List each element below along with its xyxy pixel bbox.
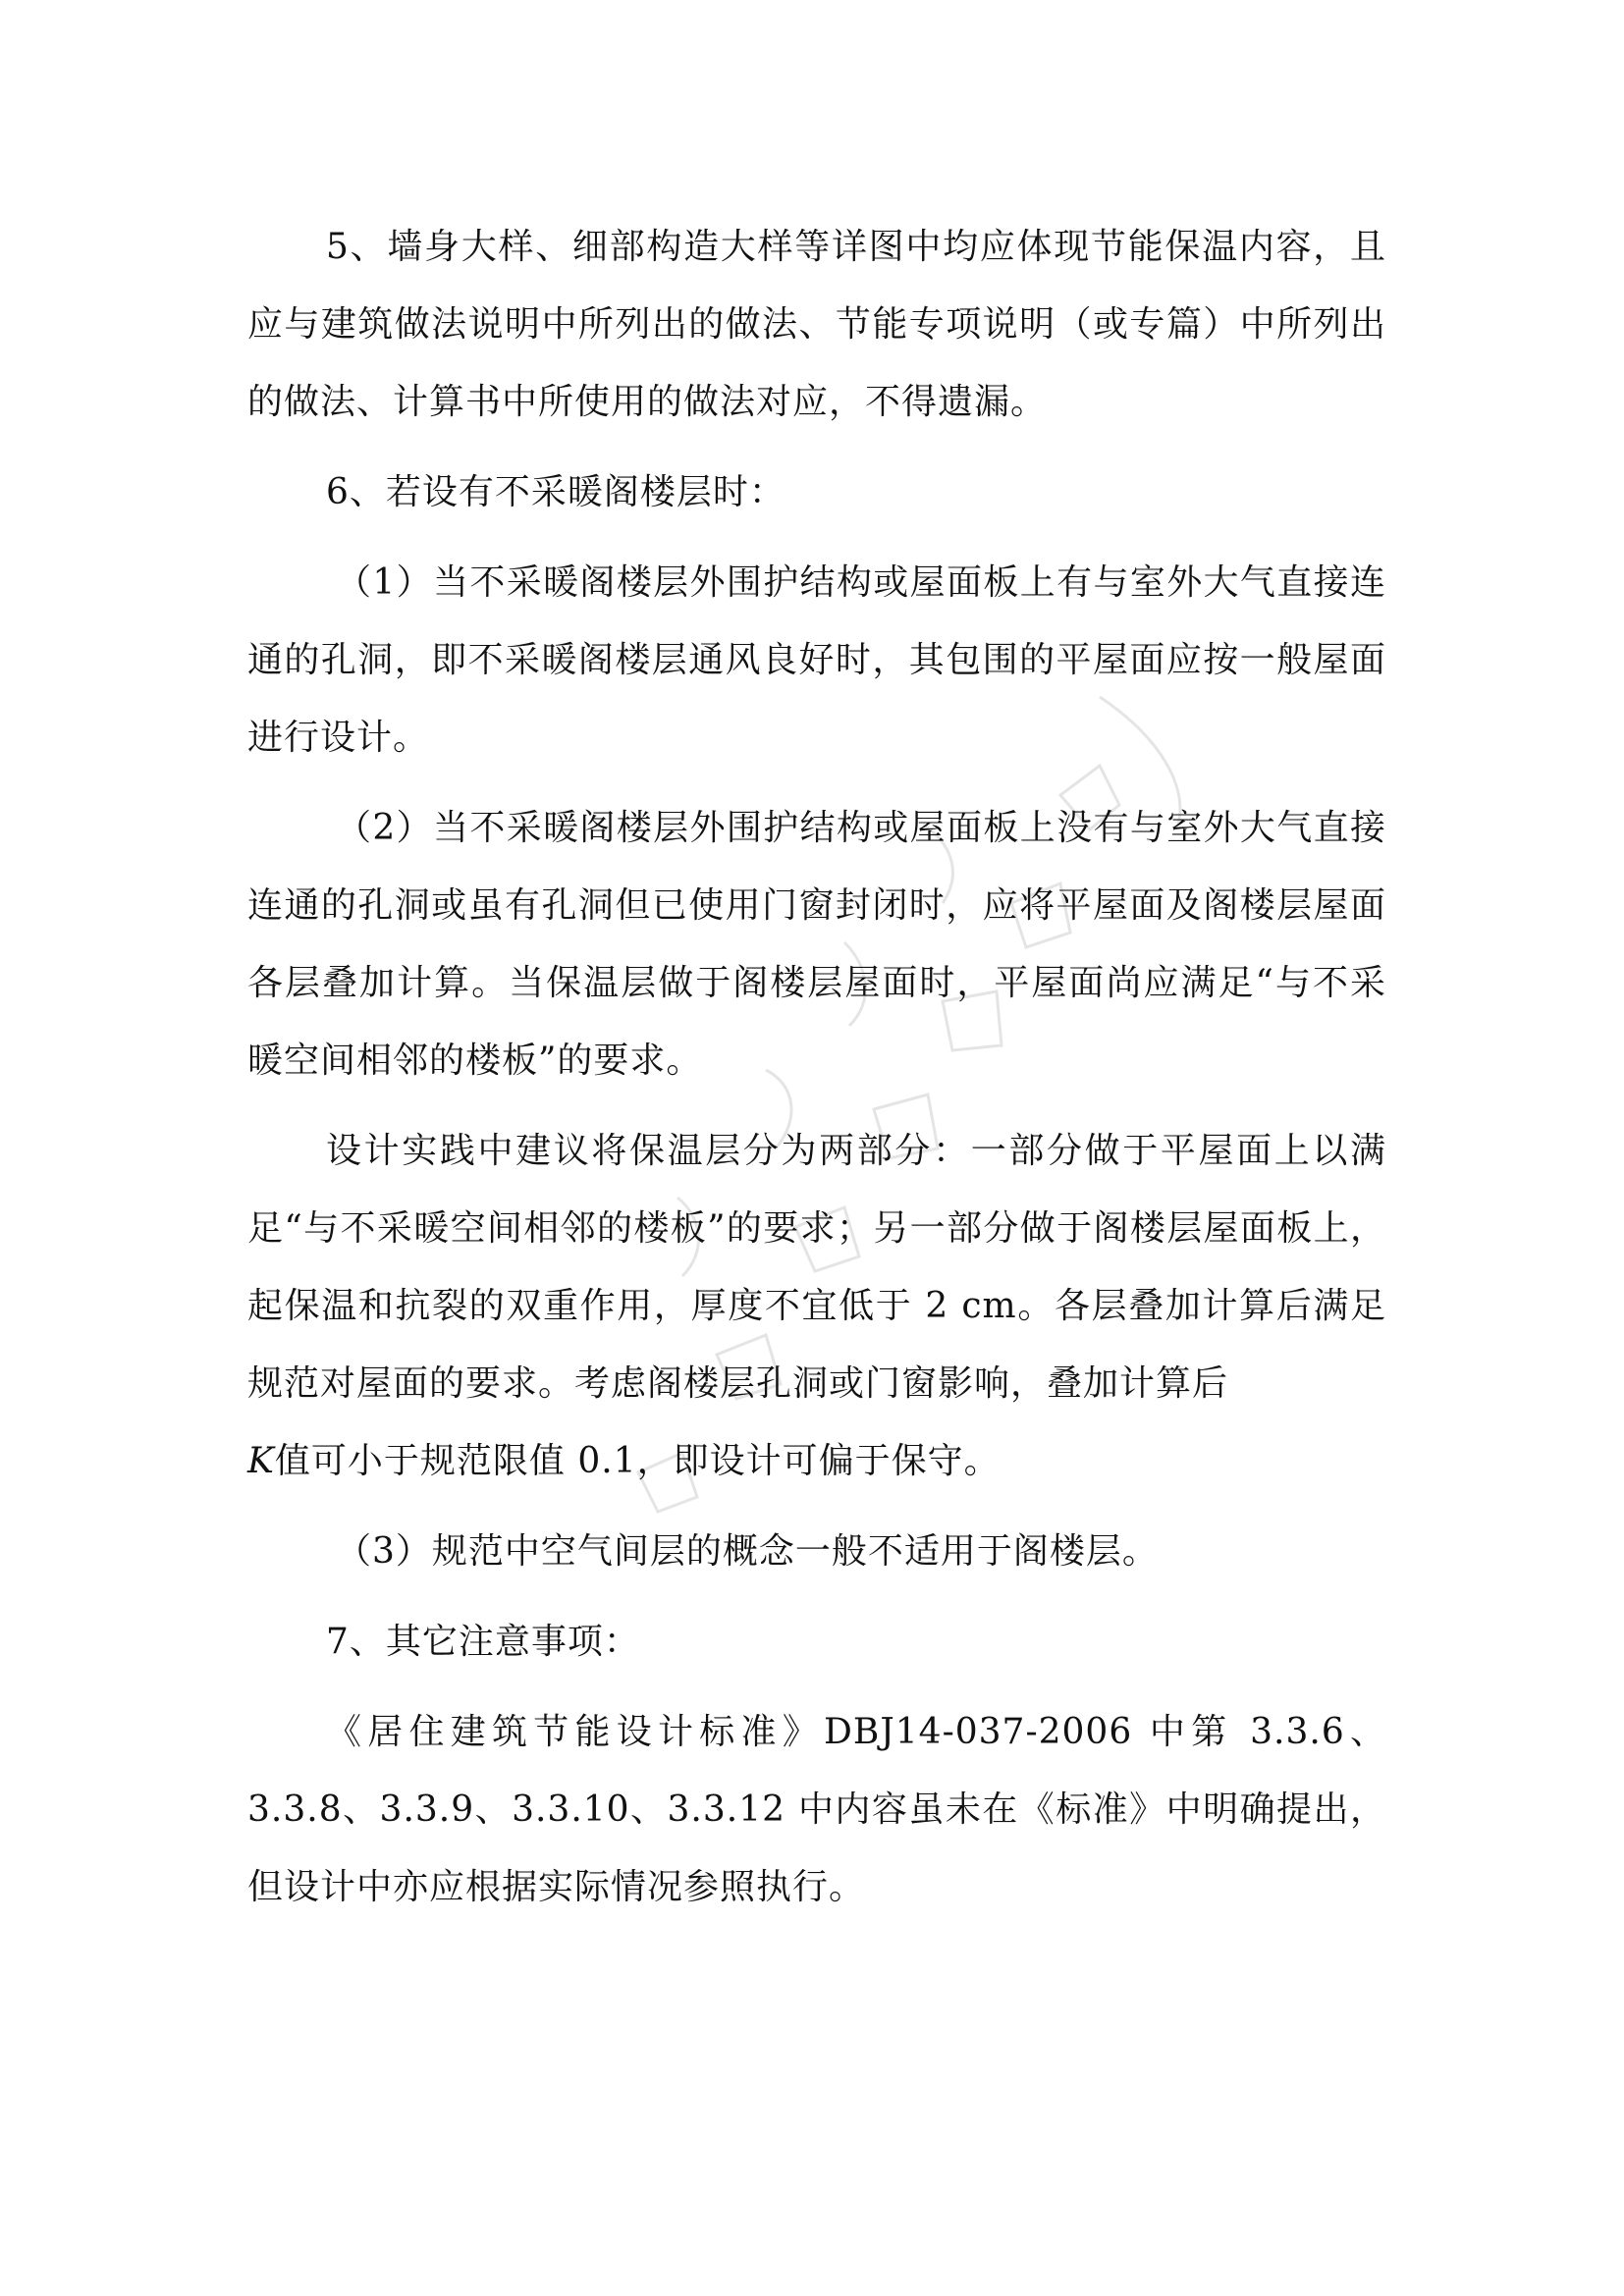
paragraph-design-practice-prefix: 设计实践中建议将保温层分为两部分：一部分做于平屋面上以满足“与不采暖空间相邻的楼板”的要求；另一部分做于阁楼层屋面板上，起保温和抗裂的双重作用，厚度不宜低于 2 cm。各层叠加计算后满足规范对屋面的要求。考虑阁楼层孔洞或门窗影响，叠加计算后 (247, 1131, 1386, 1404)
paragraph-6-1: （1）当不采暖阁楼层外围护结构或屋面板上有与室外大气直接连通的孔洞，即不采暖阁楼层通风良好时，其包围的平屋面应按一般屋面进行设计。 (247, 562, 1386, 758)
paragraph-design-practice-suffix: 值可小于规范限值 0.1，即设计可偏于保守。 (274, 1441, 1001, 1481)
paragraph-5: 5、墙身大样、细部构造大样等详图中均应体现节能保温内容，且应与建筑做法说明中所列出的做法、节能专项说明（或专篇）中所列出的做法、计算书中所使用的做法对应，不得遗漏。 (247, 227, 1386, 422)
paragraph-6-2: （2）当不采暖阁楼层外围护结构或屋面板上没有与室外大气直接连通的孔洞或虽有孔洞但已使用门窗封闭时，应将平屋面及阁楼层屋面各层叠加计算。当保温层做于阁楼层屋面时，平屋面尚应满足“与不采暖空间相邻的楼板”的要求。 (247, 808, 1386, 1081)
paragraph-7-body: 《居住建筑节能设计标准》DBJ14-037-2006 中第 3.3.6、3.3.8、3.3.9、3.3.10、3.3.12 中内容虽未在《标准》中明确提出，但设计中亦应根据实际情况参照执行。 (247, 1712, 1386, 1907)
paragraph-7-heading: 7、其它注意事项： (326, 1622, 640, 1662)
paragraph-6-heading: 6、若设有不采暖阁楼层时： (326, 472, 785, 512)
paragraph-6-3: （3）规范中空气间层的概念一般不适用于阁楼层。 (336, 1531, 1159, 1572)
document-body (247, 208, 1386, 1926)
paragraph-design-practice (247, 1112, 1386, 1500)
k-value-symbol: K (247, 1441, 275, 1481)
